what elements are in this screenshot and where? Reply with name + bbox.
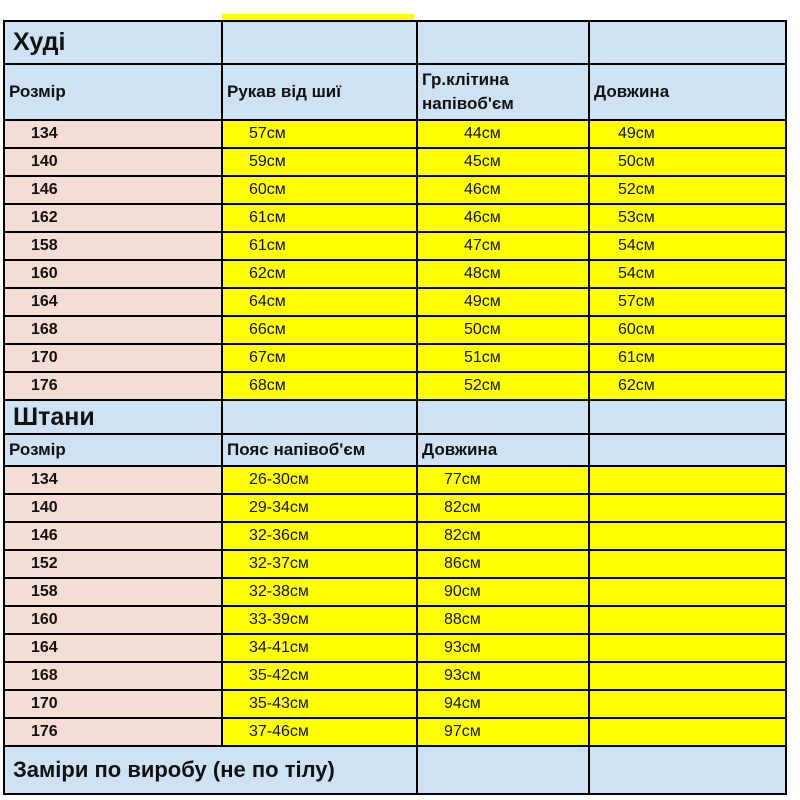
pants-length-cell: 97см bbox=[417, 718, 589, 746]
hoodie-length-cell: 53см bbox=[589, 204, 786, 232]
pants-waist-cell: 34-41см bbox=[222, 634, 417, 662]
hoodie-length-cell: 54см bbox=[589, 260, 786, 288]
pants-waist-cell: 26-30см bbox=[222, 466, 417, 494]
table-row bbox=[4, 176, 786, 204]
hoodie-size-cell: 140 bbox=[4, 148, 222, 176]
hoodie-sleeve-cell: 57см bbox=[222, 120, 417, 148]
pants-size-cell: 134 bbox=[4, 466, 222, 494]
pants-length-cell: 93см bbox=[417, 634, 589, 662]
table-row bbox=[4, 120, 786, 148]
empty-cell bbox=[589, 662, 786, 690]
empty-cell bbox=[589, 578, 786, 606]
pants-length-cell: 82см bbox=[417, 494, 589, 522]
table-row bbox=[4, 578, 786, 606]
table-row bbox=[4, 204, 786, 232]
hoodie-length-cell: 62см bbox=[589, 372, 786, 400]
table-row bbox=[4, 662, 786, 690]
pants-section-title: Штани bbox=[4, 400, 222, 434]
hoodie-sleeve-cell: 67см bbox=[222, 344, 417, 372]
table-row bbox=[4, 634, 786, 662]
table-row bbox=[4, 148, 786, 176]
footer-row bbox=[4, 746, 786, 794]
hoodie-length-cell: 50см bbox=[589, 148, 786, 176]
hoodies-title-row bbox=[4, 21, 786, 64]
pants-title-row bbox=[4, 400, 786, 434]
pants-size-cell: 152 bbox=[4, 550, 222, 578]
pants-length-cell: 86см bbox=[417, 550, 589, 578]
size-chart-table bbox=[3, 20, 787, 795]
table-row bbox=[4, 550, 786, 578]
pants-waist-cell: 32-36см bbox=[222, 522, 417, 550]
hoodies-header-row bbox=[4, 64, 786, 120]
empty-cell bbox=[222, 400, 417, 434]
hoodie-sleeve-cell: 61см bbox=[222, 204, 417, 232]
hoodie-length-cell: 52см bbox=[589, 176, 786, 204]
empty-cell bbox=[589, 466, 786, 494]
hoodies-header-sleeve: Рукав від шиї bbox=[222, 64, 417, 120]
table-row bbox=[4, 606, 786, 634]
pants-size-cell: 160 bbox=[4, 606, 222, 634]
hoodie-chest-cell: 48см bbox=[417, 260, 589, 288]
hoodie-sleeve-cell: 61см bbox=[222, 232, 417, 260]
empty-cell bbox=[589, 718, 786, 746]
hoodie-size-cell: 162 bbox=[4, 204, 222, 232]
hoodie-sleeve-cell: 60см bbox=[222, 176, 417, 204]
empty-cell bbox=[417, 400, 589, 434]
hoodie-sleeve-cell: 66см bbox=[222, 316, 417, 344]
pants-header-row bbox=[4, 434, 786, 466]
hoodie-chest-cell: 46см bbox=[417, 176, 589, 204]
empty-cell bbox=[589, 522, 786, 550]
hoodies-section-title: Худі bbox=[4, 21, 222, 64]
empty-cell bbox=[589, 494, 786, 522]
empty-cell bbox=[589, 400, 786, 434]
pants-size-cell: 146 bbox=[4, 522, 222, 550]
pants-size-cell: 176 bbox=[4, 718, 222, 746]
pants-waist-cell: 29-34см bbox=[222, 494, 417, 522]
hoodies-header-size: Розмір bbox=[4, 64, 222, 120]
pants-length-cell: 82см bbox=[417, 522, 589, 550]
empty-cell bbox=[417, 746, 589, 794]
hoodie-size-cell: 168 bbox=[4, 316, 222, 344]
hoodie-size-cell: 160 bbox=[4, 260, 222, 288]
hoodie-chest-cell: 47см bbox=[417, 232, 589, 260]
empty-cell bbox=[589, 434, 786, 466]
empty-cell bbox=[589, 550, 786, 578]
pants-header-size: Розмір bbox=[4, 434, 222, 466]
footer-note: Заміри по виробу (не по тілу) bbox=[4, 746, 417, 794]
table-row bbox=[4, 344, 786, 372]
pants-length-cell: 93см bbox=[417, 662, 589, 690]
empty-cell bbox=[417, 21, 589, 64]
pants-waist-cell: 32-37см bbox=[222, 550, 417, 578]
hoodie-size-cell: 146 bbox=[4, 176, 222, 204]
hoodie-chest-cell: 50см bbox=[417, 316, 589, 344]
pants-waist-cell: 37-46см bbox=[222, 718, 417, 746]
hoodie-length-cell: 54см bbox=[589, 232, 786, 260]
hoodie-length-cell: 49см bbox=[589, 120, 786, 148]
table-row bbox=[4, 494, 786, 522]
pants-size-cell: 164 bbox=[4, 634, 222, 662]
hoodie-chest-cell: 51см bbox=[417, 344, 589, 372]
empty-cell bbox=[589, 690, 786, 718]
empty-cell bbox=[222, 21, 417, 64]
pants-length-cell: 77см bbox=[417, 466, 589, 494]
hoodie-size-cell: 164 bbox=[4, 288, 222, 316]
pants-size-cell: 168 bbox=[4, 662, 222, 690]
table-row bbox=[4, 372, 786, 400]
pants-waist-cell: 33-39см bbox=[222, 606, 417, 634]
pants-waist-cell: 32-38см bbox=[222, 578, 417, 606]
hoodies-header-chest-line1: Гр.клітина bbox=[422, 70, 509, 89]
hoodie-size-cell: 134 bbox=[4, 120, 222, 148]
hoodies-header-length: Довжина bbox=[589, 64, 786, 120]
pants-waist-cell: 35-42см bbox=[222, 662, 417, 690]
hoodie-size-cell: 170 bbox=[4, 344, 222, 372]
hoodie-chest-cell: 46см bbox=[417, 204, 589, 232]
hoodies-header-chest-line2: напівоб'єм bbox=[422, 94, 514, 113]
empty-cell bbox=[589, 21, 786, 64]
hoodie-sleeve-cell: 59см bbox=[222, 148, 417, 176]
pants-size-cell: 170 bbox=[4, 690, 222, 718]
pants-length-cell: 94см bbox=[417, 690, 589, 718]
hoodie-chest-cell: 52см bbox=[417, 372, 589, 400]
table-row bbox=[4, 288, 786, 316]
top-strip bbox=[0, 0, 800, 20]
pants-length-cell: 88см bbox=[417, 606, 589, 634]
pants-length-cell: 90см bbox=[417, 578, 589, 606]
hoodie-sleeve-cell: 62см bbox=[222, 260, 417, 288]
hoodie-length-cell: 57см bbox=[589, 288, 786, 316]
table-row bbox=[4, 718, 786, 746]
hoodie-sleeve-cell: 68см bbox=[222, 372, 417, 400]
hoodie-chest-cell: 44см bbox=[417, 120, 589, 148]
table-row bbox=[4, 260, 786, 288]
hoodie-chest-cell: 49см bbox=[417, 288, 589, 316]
pants-waist-cell: 35-43см bbox=[222, 690, 417, 718]
hoodie-size-cell: 158 bbox=[4, 232, 222, 260]
hoodie-size-cell: 176 bbox=[4, 372, 222, 400]
table-row bbox=[4, 466, 786, 494]
table-row bbox=[4, 522, 786, 550]
pants-size-cell: 158 bbox=[4, 578, 222, 606]
pants-header-waist: Пояс напівоб'єм bbox=[222, 434, 417, 466]
hoodie-length-cell: 61см bbox=[589, 344, 786, 372]
hoodie-length-cell: 60см bbox=[589, 316, 786, 344]
hoodie-sleeve-cell: 64см bbox=[222, 288, 417, 316]
empty-cell bbox=[589, 634, 786, 662]
pants-header-length: Довжина bbox=[417, 434, 589, 466]
empty-cell bbox=[589, 746, 786, 794]
table-row bbox=[4, 232, 786, 260]
pants-size-cell: 140 bbox=[4, 494, 222, 522]
table-row bbox=[4, 316, 786, 344]
table-row bbox=[4, 690, 786, 718]
hoodies-header-chest bbox=[417, 64, 589, 120]
hoodie-chest-cell: 45см bbox=[417, 148, 589, 176]
empty-cell bbox=[589, 606, 786, 634]
